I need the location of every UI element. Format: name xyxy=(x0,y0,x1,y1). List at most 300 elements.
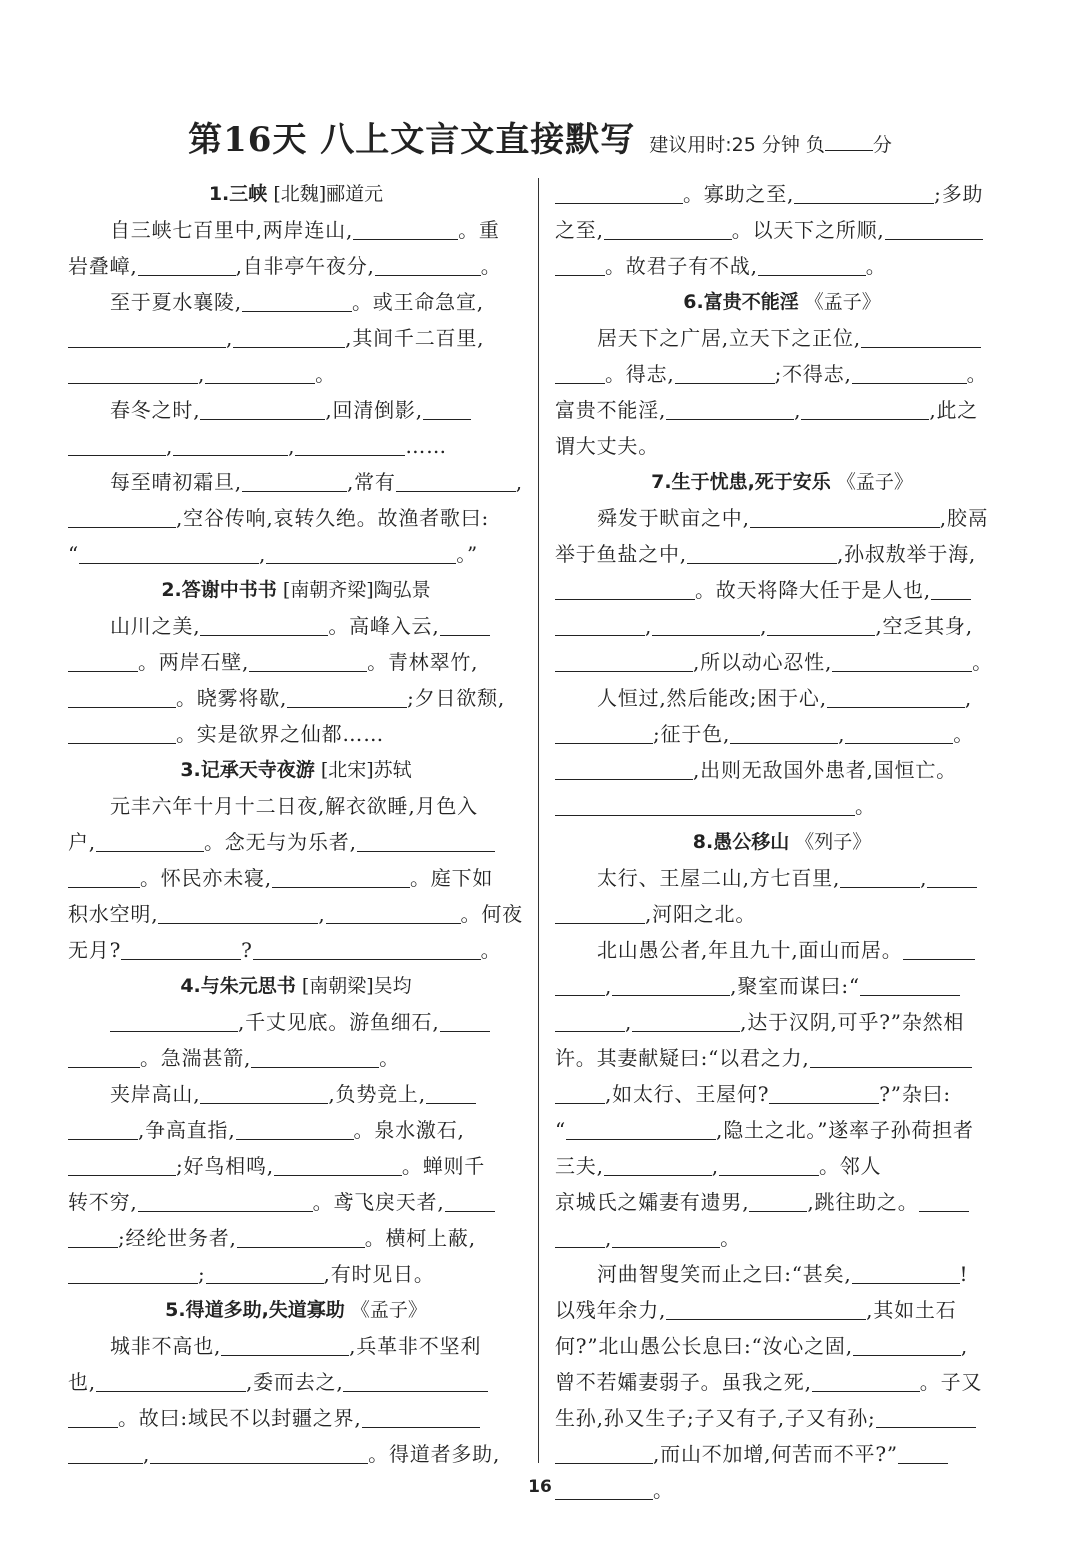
fill-blank[interactable] xyxy=(555,1079,605,1104)
passage-text: , xyxy=(964,686,973,710)
text-line xyxy=(68,1148,524,1184)
passage-text: 。鸢飞戾天者, xyxy=(312,1190,445,1214)
fill-blank[interactable] xyxy=(266,539,456,564)
fill-blank[interactable] xyxy=(555,1223,605,1248)
fill-blank[interactable] xyxy=(272,863,410,888)
fill-blank[interactable] xyxy=(68,323,226,348)
passage-text: , xyxy=(645,614,653,638)
fill-blank[interactable] xyxy=(96,1367,246,1392)
fill-blank[interactable] xyxy=(840,863,920,888)
fill-blank[interactable] xyxy=(236,1115,354,1140)
passage-text: 。” xyxy=(456,542,479,566)
passage-text: ;多助 xyxy=(934,182,984,206)
passage-text: 。以天下之所顺, xyxy=(731,218,885,242)
fill-blank[interactable] xyxy=(287,683,407,708)
fill-blank[interactable] xyxy=(853,1331,961,1356)
section-heading xyxy=(68,176,524,212)
passage-text: 。实是欲界之仙都…… xyxy=(176,722,384,746)
passage-text: 山川之美, xyxy=(110,614,201,638)
fill-blank[interactable] xyxy=(138,1187,313,1212)
section-source: 《孟子》 xyxy=(344,1299,427,1321)
text-line xyxy=(555,536,1009,572)
text-line xyxy=(555,716,1009,752)
fill-blank[interactable] xyxy=(237,1223,365,1248)
fill-blank[interactable] xyxy=(767,611,875,636)
text-line xyxy=(555,1292,1009,1328)
section-title: 7.生于忧患,死于安乐 xyxy=(651,471,831,493)
fill-blank[interactable] xyxy=(652,611,760,636)
fill-blank[interactable] xyxy=(68,1115,138,1140)
fill-blank[interactable] xyxy=(110,1007,238,1032)
fill-blank[interactable] xyxy=(832,647,972,672)
text-line xyxy=(555,644,1009,680)
passage-text: 也, xyxy=(68,1370,96,1394)
text-line xyxy=(68,1436,524,1472)
passage-text: 生孙,孙又生子;子又有子,子又有孙; xyxy=(555,1406,876,1430)
fill-blank[interactable] xyxy=(687,539,837,564)
passage-text: ! xyxy=(959,1262,969,1286)
text-line xyxy=(555,1040,1009,1076)
passage-text: 。 xyxy=(720,1226,741,1250)
section-title: 8.愚公移山 xyxy=(692,831,790,853)
passage-text: ,常有 xyxy=(346,470,396,494)
passage-text: 至于夏水襄陵, xyxy=(110,290,242,314)
section-source: 《列子》 xyxy=(789,831,872,853)
passage-text: ,胶鬲 xyxy=(939,506,989,530)
passage-text: 。 xyxy=(480,938,502,962)
passage-text: ;夕日欲颓, xyxy=(407,686,506,710)
text-line xyxy=(68,536,524,572)
fill-blank[interactable] xyxy=(362,1403,480,1428)
fill-blank[interactable] xyxy=(666,1295,866,1320)
passage-text: , xyxy=(226,326,234,350)
passage-text: ;经纶世务者, xyxy=(118,1226,237,1250)
fill-blank[interactable] xyxy=(68,1151,176,1176)
fill-blank[interactable] xyxy=(440,1007,490,1032)
text-line xyxy=(555,1112,1009,1148)
fill-blank[interactable] xyxy=(827,683,965,708)
passage-text: , xyxy=(920,866,928,890)
passage-text: 河曲智叟笑而止之曰:“甚矣, xyxy=(597,1262,852,1286)
text-line xyxy=(68,392,524,428)
fill-blank[interactable] xyxy=(555,251,605,276)
passage-text: 举于鱼盐之中, xyxy=(555,542,687,566)
passage-text: 。 xyxy=(865,254,887,278)
passage-text: ,其如土石 xyxy=(866,1298,957,1322)
passage-text: 三夫, xyxy=(555,1154,604,1178)
fill-blank[interactable] xyxy=(357,827,495,852)
text-line xyxy=(68,1364,524,1400)
passage-text: , xyxy=(605,974,613,998)
passage-text: ,空乏其身, xyxy=(875,614,973,638)
fill-blank[interactable] xyxy=(612,1223,720,1248)
passage-text: 。横柯上蔽, xyxy=(364,1226,476,1250)
passage-text: 。 xyxy=(315,362,336,386)
fill-blank[interactable] xyxy=(96,827,204,852)
fill-blank[interactable] xyxy=(205,359,315,384)
passage-text: 。 xyxy=(480,254,502,278)
text-line xyxy=(68,1256,524,1292)
section-source: [南朝齐梁]陶弘景 xyxy=(276,579,431,601)
text-line xyxy=(68,212,524,248)
fill-blank[interactable] xyxy=(423,395,471,420)
fill-blank[interactable] xyxy=(242,467,347,492)
fill-blank[interactable] xyxy=(612,971,730,996)
text-line xyxy=(555,788,1009,824)
fill-blank[interactable] xyxy=(68,1043,140,1068)
passage-text: 。庭下如 xyxy=(409,866,494,890)
fill-blank[interactable] xyxy=(555,755,693,780)
text-line xyxy=(555,608,1009,644)
passage-text: ,此之 xyxy=(929,398,979,422)
fill-blank[interactable] xyxy=(632,1007,740,1032)
fill-blank[interactable] xyxy=(919,1187,969,1212)
fill-blank[interactable] xyxy=(426,1079,476,1104)
fill-blank[interactable] xyxy=(810,1043,972,1068)
fill-blank[interactable] xyxy=(555,179,683,204)
fill-blank[interactable] xyxy=(555,791,855,816)
fill-blank[interactable] xyxy=(555,575,695,600)
passage-text: 。晓雾将歇, xyxy=(176,686,288,710)
text-line xyxy=(68,500,524,536)
fill-blank[interactable] xyxy=(555,647,693,672)
passage-text: , xyxy=(794,398,802,422)
passage-text: , xyxy=(838,722,846,746)
passage-text: ,委而去之, xyxy=(245,1370,344,1394)
fill-blank[interactable] xyxy=(200,611,328,636)
passage-text: 。故天将降大任于是人也, xyxy=(695,578,931,602)
fill-blank[interactable] xyxy=(440,611,490,636)
passage-text: 。重 xyxy=(458,218,500,242)
text-line xyxy=(68,1076,524,1112)
fill-blank[interactable] xyxy=(274,1151,402,1176)
text-line xyxy=(555,1400,1009,1436)
text-line xyxy=(555,1328,1009,1364)
section-title: 4.与朱元思书 xyxy=(180,975,296,997)
text-line xyxy=(555,320,1009,356)
passage-text: 何?”北山愚公长息曰:“汝心之固, xyxy=(555,1334,853,1358)
passage-text: 。寡助之至, xyxy=(683,182,795,206)
passage-text: , xyxy=(960,1334,969,1358)
fill-blank[interactable] xyxy=(852,359,967,384)
fill-blank[interactable] xyxy=(396,467,516,492)
fill-blank[interactable] xyxy=(769,1079,879,1104)
passage-text: ,负势竞上, xyxy=(328,1082,426,1106)
passage-text: 。怀民亦未寝, xyxy=(140,866,272,890)
fill-blank[interactable] xyxy=(604,215,732,240)
passage-text: 北山愚公者,年且九十,面山而居。 xyxy=(597,938,903,962)
text-line xyxy=(555,356,1009,392)
fill-blank[interactable] xyxy=(876,1403,976,1428)
text-line xyxy=(68,608,524,644)
passage-text: ,其间千二百里, xyxy=(345,326,485,350)
passage-text: , xyxy=(711,1154,719,1178)
fill-blank[interactable] xyxy=(121,935,241,960)
section-source: [北宋]苏轼 xyxy=(314,759,412,781)
section-title: 1.三峡 xyxy=(208,183,268,205)
passage-text: 。故曰:域民不以封疆之界, xyxy=(118,1406,362,1430)
fill-blank[interactable] xyxy=(206,1259,324,1284)
passage-text: 。 xyxy=(855,794,876,818)
fill-blank[interactable] xyxy=(242,287,352,312)
passage-text: 。子又 xyxy=(919,1370,983,1394)
passage-text: 城非不高也, xyxy=(110,1334,222,1358)
fill-blank[interactable] xyxy=(749,1187,807,1212)
passage-text: 。两岸石壁, xyxy=(138,650,250,674)
passage-text: 居天下之广居,立天下之正位, xyxy=(597,326,861,350)
fill-blank[interactable] xyxy=(566,1115,716,1140)
passage-text: ?”杂曰: xyxy=(879,1082,951,1106)
fill-blank[interactable] xyxy=(68,647,138,672)
text-line xyxy=(68,464,524,500)
fill-blank[interactable] xyxy=(68,431,166,456)
fill-blank[interactable] xyxy=(719,1151,819,1176)
fill-blank[interactable] xyxy=(885,215,983,240)
text-line xyxy=(555,572,1009,608)
text-line xyxy=(68,896,524,932)
passage-text: 许。其妻献疑曰:“以君之力, xyxy=(555,1046,810,1070)
fill-blank[interactable] xyxy=(295,431,405,456)
section-heading xyxy=(68,572,524,608)
passage-text: ;不得志, xyxy=(774,362,852,386)
passage-text: …… xyxy=(405,434,447,458)
section-title: 3.记承天寺夜游 xyxy=(180,759,315,781)
passage-text: 。 xyxy=(966,362,988,386)
fill-blank[interactable] xyxy=(253,935,481,960)
fill-blank[interactable] xyxy=(138,251,236,276)
passage-text: 。高峰入云, xyxy=(328,614,440,638)
passage-text: 无月? xyxy=(68,938,122,962)
fill-blank[interactable] xyxy=(249,647,367,672)
passage-text: ,所以动心忍性, xyxy=(693,650,833,674)
text-line xyxy=(555,1184,1009,1220)
text-line xyxy=(68,644,524,680)
text-line xyxy=(68,1220,524,1256)
fill-blank[interactable] xyxy=(758,251,866,276)
passage-text: ,有时见日。 xyxy=(323,1262,435,1286)
text-line xyxy=(68,428,524,464)
passage-text: ,隐土之北。”遂率子孙荷担者 xyxy=(716,1118,974,1142)
text-line xyxy=(555,932,1009,968)
fill-blank[interactable] xyxy=(353,215,458,240)
fill-blank[interactable] xyxy=(794,179,934,204)
fill-blank[interactable] xyxy=(221,1331,349,1356)
passage-text: ,达于汉阴,可乎?”杂然相 xyxy=(740,1010,965,1034)
text-line xyxy=(555,1220,1009,1256)
passage-text: ,出则无敌国外患者,国恒亡。 xyxy=(693,758,957,782)
fill-blank[interactable] xyxy=(251,1043,379,1068)
fill-blank[interactable] xyxy=(604,1151,712,1176)
text-line xyxy=(555,752,1009,788)
passage-text: 户, xyxy=(68,830,96,854)
section-title: 2.答谢中书书 xyxy=(161,579,277,601)
passage-text: 富贵不能淫, xyxy=(555,398,667,422)
text-line xyxy=(68,248,524,284)
section-heading xyxy=(68,752,524,788)
fill-blank[interactable] xyxy=(750,503,940,528)
passage-text: 每至晴初霜旦, xyxy=(110,470,242,494)
text-line xyxy=(555,500,1009,536)
page-number: 16 xyxy=(528,1477,552,1497)
section-heading xyxy=(555,464,1009,500)
fill-blank[interactable] xyxy=(555,359,605,384)
passage-text: , xyxy=(288,434,296,458)
fill-blank[interactable] xyxy=(326,899,461,924)
text-line xyxy=(68,356,524,392)
text-line xyxy=(555,1076,1009,1112)
score-blank[interactable] xyxy=(825,132,873,151)
fill-blank[interactable] xyxy=(555,971,605,996)
passage-text: 。 xyxy=(953,722,975,746)
fill-blank[interactable] xyxy=(79,539,259,564)
section-source: [北魏]郦道元 xyxy=(267,183,384,205)
passage-text: ,自非亭午夜分, xyxy=(235,254,375,278)
passage-text: ,千丈见底。游鱼细石, xyxy=(238,1010,440,1034)
text-line xyxy=(555,860,1009,896)
passage-text: 元丰六年十月十二日夜,解衣欲睡,月色入 xyxy=(110,794,478,818)
passage-text: ,如太行、王屋何? xyxy=(605,1082,770,1106)
fill-blank[interactable] xyxy=(150,1439,368,1464)
passage-text: ,回清倒影, xyxy=(325,398,423,422)
text-line xyxy=(68,1184,524,1220)
fill-blank[interactable] xyxy=(200,1079,328,1104)
passage-text: 自三峡七百里中,两岸连山, xyxy=(110,218,354,242)
text-line xyxy=(68,1328,524,1364)
passage-text: 春冬之时, xyxy=(110,398,201,422)
right-column xyxy=(555,176,1009,1508)
fill-blank[interactable] xyxy=(68,1259,198,1284)
text-line xyxy=(68,680,524,716)
section-heading xyxy=(68,1292,524,1328)
section-heading xyxy=(555,284,1009,320)
fill-blank[interactable] xyxy=(68,863,140,888)
fill-blank[interactable] xyxy=(68,683,176,708)
fill-blank[interactable] xyxy=(555,611,645,636)
passage-text: , xyxy=(166,434,174,458)
section-source: [南朝梁]吴均 xyxy=(295,975,412,997)
text-line xyxy=(68,320,524,356)
passage-text: ,争高直指, xyxy=(138,1118,236,1142)
passage-text: 京城氏之孀妻有遗男, xyxy=(555,1190,750,1214)
text-line xyxy=(68,932,524,968)
passage-text: 之至, xyxy=(555,218,604,242)
section-title: 5.得道多助,失道寡助 xyxy=(165,1299,345,1321)
text-line xyxy=(555,248,1009,284)
passage-text: 。得志, xyxy=(605,362,675,386)
text-line xyxy=(555,1004,1009,1040)
passage-text: , xyxy=(625,1010,633,1034)
fill-blank[interactable] xyxy=(233,323,345,348)
fill-blank[interactable] xyxy=(730,719,838,744)
fill-blank[interactable] xyxy=(555,1439,653,1464)
text-line xyxy=(68,1112,524,1148)
fill-blank[interactable] xyxy=(68,1223,118,1248)
text-line xyxy=(68,824,524,860)
fill-blank[interactable] xyxy=(68,503,176,528)
passage-text: , xyxy=(259,542,267,566)
fill-blank[interactable] xyxy=(68,359,198,384)
fill-blank[interactable] xyxy=(931,575,971,600)
fill-blank[interactable] xyxy=(852,1259,960,1284)
fill-blank[interactable] xyxy=(927,863,977,888)
passage-text: ;征于色, xyxy=(653,722,731,746)
fill-blank[interactable] xyxy=(68,719,176,744)
text-line xyxy=(555,1364,1009,1400)
passage-text: , xyxy=(760,614,768,638)
fill-blank[interactable] xyxy=(173,431,288,456)
passage-text: 人恒过,然后能改;困于心, xyxy=(597,686,827,710)
fill-blank[interactable] xyxy=(903,935,975,960)
text-line xyxy=(68,284,524,320)
column-divider xyxy=(538,178,539,1463)
fill-blank[interactable] xyxy=(860,971,960,996)
text-line xyxy=(555,1256,1009,1292)
fill-blank[interactable] xyxy=(666,395,794,420)
passage-text: ;好鸟相鸣, xyxy=(176,1154,274,1178)
text-line xyxy=(555,176,1009,212)
fill-blank[interactable] xyxy=(898,1439,948,1464)
fill-blank[interactable] xyxy=(375,251,481,276)
passage-text: ,空谷传响,哀转久绝。故渔者歌曰: xyxy=(176,506,490,530)
page-title: 第16天 八上文言文直接默写 xyxy=(188,120,636,160)
fill-blank[interactable] xyxy=(845,719,953,744)
fill-blank[interactable] xyxy=(555,899,645,924)
passage-text: “ xyxy=(555,1118,567,1142)
passage-text: ,聚室而谋曰:“ xyxy=(730,974,860,998)
passage-text: 岩叠嶂, xyxy=(68,254,138,278)
passage-text: ? xyxy=(241,938,253,962)
fill-blank[interactable] xyxy=(801,395,929,420)
fill-blank[interactable] xyxy=(675,359,775,384)
passage-text: ,跳往助之。 xyxy=(807,1190,919,1214)
fill-blank[interactable] xyxy=(445,1187,495,1212)
fill-blank[interactable] xyxy=(200,395,325,420)
passage-text: 舜发于畎亩之中, xyxy=(597,506,750,530)
text-line xyxy=(68,788,524,824)
passage-text: 夹岸高山, xyxy=(110,1082,201,1106)
passage-text: ,孙叔敖举于海, xyxy=(836,542,977,566)
section-heading xyxy=(68,968,524,1004)
fill-blank[interactable] xyxy=(158,899,318,924)
passage-text: 。邻人 xyxy=(818,1154,882,1178)
fill-blank[interactable] xyxy=(68,1403,118,1428)
fill-blank[interactable] xyxy=(861,323,981,348)
passage-text: 转不穷, xyxy=(68,1190,138,1214)
passage-text: 。 xyxy=(972,650,993,674)
section-heading xyxy=(555,824,1009,860)
fill-blank[interactable] xyxy=(555,719,653,744)
passage-text: “ xyxy=(68,542,80,566)
passage-text: 。或王命急宣, xyxy=(351,290,484,314)
section-title: 6.富贵不能淫 xyxy=(683,291,799,313)
fill-blank[interactable] xyxy=(343,1367,488,1392)
passage-text: 。故君子有不战, xyxy=(605,254,758,278)
passage-text: 积水空明, xyxy=(68,902,159,926)
time-suggestion-text: 建议用时:25 分钟 负 xyxy=(649,134,825,156)
passage-text: , xyxy=(198,362,206,386)
passage-text: 。泉水激石, xyxy=(353,1118,465,1142)
fill-blank[interactable] xyxy=(812,1367,920,1392)
fill-blank[interactable] xyxy=(555,1007,625,1032)
text-line xyxy=(68,1040,524,1076)
text-line xyxy=(555,428,1009,464)
passage-text: ,兵革非不坚利 xyxy=(349,1334,482,1358)
fill-blank[interactable] xyxy=(68,1439,143,1464)
text-line xyxy=(555,1436,1009,1472)
passage-text: ,而山不加增,何苦而不平?” xyxy=(653,1442,898,1466)
passage-text: 。念无与为乐者, xyxy=(203,830,357,854)
text-line xyxy=(555,896,1009,932)
